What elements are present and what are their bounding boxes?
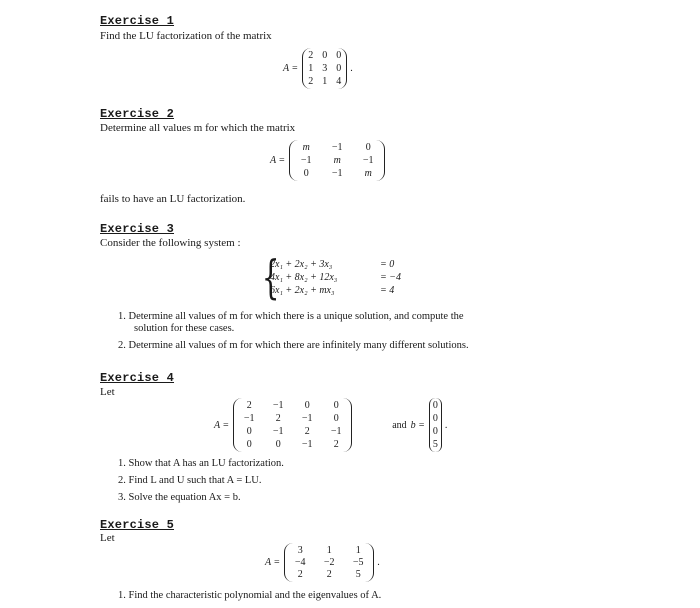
exercise-1-matrix xyxy=(283,48,353,89)
matrix-cell: 0 xyxy=(333,400,339,411)
matrix-period: . xyxy=(377,557,380,568)
exercise-3-text: Consider the following system : xyxy=(100,237,241,249)
matrix-cell: −4 xyxy=(294,557,306,568)
matrix-cell: 0 xyxy=(365,142,371,153)
exercise-1-text: Find the LU factorization of the matrix xyxy=(100,30,272,42)
exercise-5-list xyxy=(118,588,381,603)
vector-label: b = xyxy=(410,419,425,431)
matrix-cell: −1 xyxy=(330,426,342,437)
vector-grid xyxy=(429,398,442,452)
exercise-5-title: Exercise 5 xyxy=(100,518,175,532)
system-row xyxy=(270,271,401,284)
matrix-grid xyxy=(284,543,374,582)
exercise-3-title: Exercise 3 xyxy=(100,222,175,236)
exercise-4-text: Let xyxy=(100,386,115,398)
matrix-cell: 2 xyxy=(304,426,310,437)
system-lhs: 2x₁ + 2x₂ + 3x₃ xyxy=(270,259,333,270)
list-item: 2. Determine all values of m for which there are infinitely many different solutions. xyxy=(118,340,469,351)
matrix-label: A = xyxy=(214,419,230,431)
matrix-grid xyxy=(302,48,347,89)
matrix-cell: 0 xyxy=(275,439,281,450)
matrix-label: A = xyxy=(270,155,286,166)
matrix-cell: 0 xyxy=(333,413,339,424)
matrix-cell: −1 xyxy=(301,413,313,424)
vector-cell: 0 xyxy=(432,426,438,437)
matrix-cell: m xyxy=(364,168,372,179)
exercise-5-matrix xyxy=(265,543,380,582)
linear-system xyxy=(261,250,401,304)
exercise-5-text: Let xyxy=(100,532,115,544)
matrix-cell: −1 xyxy=(243,413,255,424)
matrix-cell: 2 xyxy=(308,50,314,61)
matrix-label: A = xyxy=(265,557,281,568)
system-rhs: = −4 xyxy=(380,272,401,283)
matrix-cell: 0 xyxy=(336,63,342,74)
exercise-2-title: Exercise 2 xyxy=(100,107,175,121)
exercise-2-matrix xyxy=(270,140,385,181)
matrix-cell: 1 xyxy=(326,545,332,556)
matrix-cell: −1 xyxy=(362,155,374,166)
matrix-cell: 2 xyxy=(308,76,314,87)
matrix-cell: −5 xyxy=(352,557,364,568)
exercise-4-title: Exercise 4 xyxy=(100,371,175,385)
list-item: solution for these cases. xyxy=(134,323,235,334)
matrix-cell: 0 xyxy=(246,439,252,450)
exercise-2-after-text: fails to have an LU factorization. xyxy=(100,193,246,205)
matrix-grid xyxy=(233,398,352,452)
matrix-cell: 5 xyxy=(355,569,361,580)
vector-cell: 0 xyxy=(432,400,438,411)
matrix-cell: 4 xyxy=(336,76,342,87)
system-rhs: = 4 xyxy=(380,285,395,296)
list-item: 1. Determine all values of m for which there is a unique solution, and compute the xyxy=(118,311,464,322)
exercise-1-title: Exercise 1 xyxy=(100,14,175,28)
matrix-cell: −1 xyxy=(301,439,313,450)
list-item: 1. Show that A has an LU factorization. xyxy=(118,458,284,469)
matrix-cell: −1 xyxy=(331,142,343,153)
matrix-cell: 1 xyxy=(355,545,361,556)
matrix-cell: 0 xyxy=(303,168,309,179)
matrix-label: A = xyxy=(283,63,299,74)
matrix-cell: −1 xyxy=(272,426,284,437)
system-brace: { xyxy=(261,250,280,304)
matrix-cell: 1 xyxy=(322,76,328,87)
matrix-cell: −1 xyxy=(300,155,312,166)
matrix-cell: 0 xyxy=(304,400,310,411)
exercise-4-list xyxy=(118,456,284,505)
exercise-4-matrix xyxy=(214,398,447,452)
matrix-cell: 3 xyxy=(322,63,328,74)
matrix-cell: 0 xyxy=(336,50,342,61)
matrix-cell: 3 xyxy=(297,545,303,556)
system-rhs: = 0 xyxy=(380,259,395,270)
vector-cell: 5 xyxy=(432,439,438,450)
system-row xyxy=(270,284,401,297)
matrix-cell: 2 xyxy=(275,413,281,424)
list-item: 1. Find the characteristic polynomial and the eigenvalues of A. xyxy=(118,590,382,601)
matrix-cell: m xyxy=(333,155,341,166)
matrix-cell: 2 xyxy=(333,439,339,450)
matrix-cell: 2 xyxy=(297,569,303,580)
matrix-cell: 2 xyxy=(326,569,332,580)
list-item: 2. Find L and U such that A = LU. xyxy=(118,475,262,486)
matrix-cell: m xyxy=(302,142,310,153)
exercise-3-list xyxy=(118,309,469,353)
matrix-cell: 1 xyxy=(308,63,314,74)
and-text: and xyxy=(392,419,407,431)
exercise-2-text: Determine all values m for which the matrix xyxy=(100,122,296,134)
matrix-cell: 2 xyxy=(246,400,252,411)
system-lhs: 4x₁ + 8x₂ + 12x₃ xyxy=(270,272,338,283)
system-row xyxy=(270,258,401,271)
matrix-cell: −1 xyxy=(331,168,343,179)
list-item: 3. Solve the equation Ax = b. xyxy=(118,492,241,503)
vector-cell: 0 xyxy=(432,413,438,424)
matrix-cell: 0 xyxy=(322,50,328,61)
system-lhs: 6x₁ + 2x₂ + mx₃ xyxy=(270,285,335,296)
matrix-cell: −2 xyxy=(323,557,335,568)
matrix-cell: 0 xyxy=(246,426,252,437)
vector-period: . xyxy=(444,419,448,431)
matrix-cell: −1 xyxy=(272,400,284,411)
matrix-period: . xyxy=(350,63,353,74)
matrix-grid xyxy=(289,140,385,181)
